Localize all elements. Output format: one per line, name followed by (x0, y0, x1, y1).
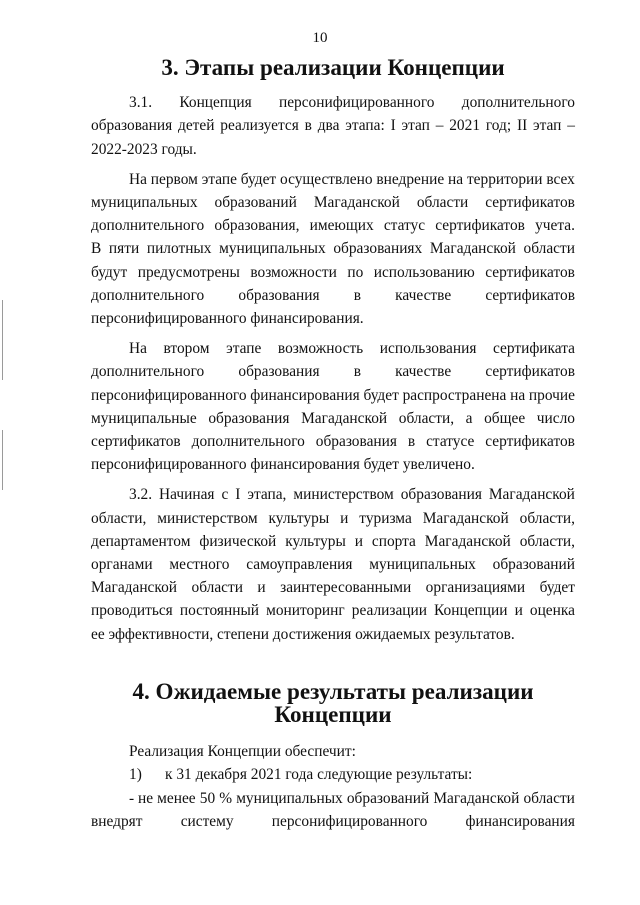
word: в (353, 363, 362, 381)
word: Магаданской (433, 789, 520, 807)
word: систему (180, 812, 234, 830)
item-number: 1) (129, 766, 142, 784)
word: Начиная (159, 486, 215, 504)
word: распространена (402, 386, 507, 404)
word: образования (91, 117, 173, 135)
word: возможность (277, 340, 364, 358)
scan-edge-mark (2, 430, 3, 490)
section-4-heading: 4. Ожидаемые результаты реализации Концепции (132, 677, 534, 728)
word: На (129, 170, 147, 188)
word: органами (91, 556, 153, 574)
word: а (465, 409, 473, 427)
page-number: 10 (312, 30, 328, 46)
text-line (91, 483, 575, 506)
word: дополнительного (91, 363, 205, 381)
word: – (435, 117, 444, 135)
word: число (536, 409, 575, 427)
word: департаментом (91, 532, 191, 550)
word: будет (240, 170, 277, 188)
word: министерством (293, 486, 394, 504)
word: год; (485, 117, 512, 135)
word: детей (178, 117, 215, 135)
word: Магаданской (429, 240, 516, 258)
word: 3.1. (129, 94, 153, 112)
word: и (257, 579, 266, 597)
result-bullet (91, 787, 575, 833)
text-line (91, 360, 575, 383)
word: сертификатов (91, 433, 181, 451)
word: министерством (157, 509, 258, 527)
word: образования (315, 433, 397, 451)
word: заинтересованными (280, 579, 412, 597)
text-line (91, 407, 575, 430)
word: области, (91, 509, 147, 527)
word: персонифицированного (271, 812, 428, 830)
word: туризма (359, 509, 412, 527)
word: и (354, 532, 363, 550)
text-line (91, 599, 575, 622)
word: образования (238, 363, 320, 381)
word: Магаданской (424, 532, 511, 550)
word: Магаданской (422, 509, 509, 527)
word: Магаданской (488, 486, 575, 504)
word: втором (163, 340, 210, 358)
word: сертификатов (485, 433, 575, 451)
word: первом (150, 170, 198, 188)
word: области (191, 579, 243, 597)
word: дополнительного (91, 286, 205, 304)
word: реализации (351, 602, 427, 620)
word: самоуправления (246, 556, 353, 574)
word: образованиях (333, 240, 423, 258)
word: муниципальных (369, 556, 476, 574)
word: муниципальные (91, 409, 197, 427)
text-line (91, 214, 575, 237)
text-line (91, 307, 575, 330)
word: области (523, 240, 575, 258)
text-line (91, 530, 575, 553)
paragraph (91, 337, 575, 476)
word: муниципальных (219, 240, 326, 258)
text-line (91, 237, 575, 260)
paragraph (91, 483, 575, 645)
word: муниципальных (91, 194, 198, 212)
word: культуры (285, 532, 346, 550)
word: дополнительного (461, 94, 575, 112)
word: образований (346, 789, 430, 807)
word: физической (199, 532, 277, 550)
text-line (91, 810, 575, 833)
word: Магаданской (91, 579, 178, 597)
word: этапа, (247, 486, 287, 504)
word: Концепции (434, 602, 508, 620)
word: персонифицированного финансирования. (91, 310, 364, 328)
word: образования (208, 409, 290, 427)
word: в (353, 286, 362, 304)
word: с (221, 486, 229, 504)
word: сертификата (493, 340, 575, 358)
word: - не (129, 789, 154, 807)
word: на (510, 386, 526, 404)
text-line (91, 787, 575, 810)
word: образований (492, 556, 575, 574)
results-item-1 (91, 763, 575, 786)
text-line (91, 191, 575, 214)
text-line (91, 138, 575, 161)
word: Магаданской (313, 194, 400, 212)
word: учета. (535, 217, 575, 235)
word: пяти (108, 240, 140, 258)
word: на (448, 170, 464, 188)
word: образования (400, 486, 482, 504)
word: % (219, 789, 233, 807)
word: в (407, 433, 416, 451)
text-line (91, 576, 575, 599)
word: и (340, 509, 349, 527)
word: финансирования (250, 386, 360, 404)
word: по (347, 263, 364, 281)
word: будут (91, 263, 128, 281)
word: постоянный (179, 602, 260, 620)
word: области, (519, 532, 575, 550)
item-text: к 31 декабря 2021 года следующие результаты: (165, 766, 473, 784)
section-3-body (91, 91, 575, 646)
text-line (91, 430, 575, 453)
word: I (235, 486, 241, 504)
word: 50 (199, 789, 216, 807)
word: этапе (226, 340, 262, 358)
word: менее (157, 789, 196, 807)
word: финансирования (465, 812, 575, 830)
word: внедрят (91, 812, 143, 830)
word: этап (533, 117, 562, 135)
word: этапе (201, 170, 237, 188)
word: возможности (250, 263, 337, 281)
text-line (91, 168, 575, 191)
word: статус (383, 217, 426, 235)
text-line (91, 507, 575, 530)
word: культуры (268, 509, 330, 527)
word: оценка (529, 602, 575, 620)
word: II (516, 117, 528, 135)
word: имеющих (309, 217, 374, 235)
word: муниципальных (236, 789, 343, 807)
word: области (416, 194, 469, 212)
word: Концепция (179, 94, 252, 112)
word: области (523, 789, 575, 807)
word: внедрение (376, 170, 445, 188)
paragraph (91, 91, 575, 161)
text-line (91, 553, 575, 576)
word: этап (401, 117, 430, 135)
word: области, (519, 509, 575, 527)
section-4-body (91, 740, 575, 833)
text-line (91, 114, 575, 137)
word: 3.2. (129, 486, 153, 504)
word: образования (238, 286, 320, 304)
word: 2021 (449, 117, 481, 135)
word: предусмотрены (137, 263, 240, 281)
word: I (390, 117, 396, 135)
intro-text: Реализация Концепции обеспечит: (129, 743, 356, 761)
word: персонифицированного финансирования будет увеличено. (91, 456, 475, 474)
word: и (514, 602, 523, 620)
word: персонифицированного (91, 386, 247, 404)
word: статусе (426, 433, 475, 451)
word: реализуется (220, 117, 299, 135)
word: образований (214, 194, 297, 212)
word: качестве (395, 363, 452, 381)
word: качестве (395, 286, 452, 304)
text-line (91, 91, 575, 114)
word: два (317, 117, 340, 135)
word: спорта (371, 532, 416, 550)
word: этапа: (345, 117, 385, 135)
word: в (304, 117, 312, 135)
word: будет (539, 579, 575, 597)
word: всех (546, 170, 575, 188)
word: использованию (373, 263, 475, 281)
word: мониторинг (266, 602, 345, 620)
word: прочие (528, 386, 575, 404)
text-line (91, 284, 575, 307)
section-4-intro (91, 740, 575, 763)
word: использования (379, 340, 477, 358)
word: пилотных (146, 240, 212, 258)
word: дополнительного (191, 433, 305, 451)
word: сертификатов (435, 217, 525, 235)
text-line (91, 337, 575, 360)
word: На (129, 340, 147, 358)
word: сертификатов (485, 194, 575, 212)
word: сертификатов (485, 263, 575, 281)
text-line (91, 623, 575, 646)
paragraph (91, 168, 575, 330)
word: – (567, 117, 575, 135)
word: ее эффективности, степени достижения ожидаемых результатов. (91, 625, 515, 643)
text-line (91, 453, 575, 476)
word: организациями (425, 579, 526, 597)
word: осуществлено (279, 170, 373, 188)
word: проводиться (91, 602, 173, 620)
word: Магаданской (301, 409, 388, 427)
word: дополнительного (91, 217, 205, 235)
word: общее (484, 409, 526, 427)
word: местного (169, 556, 230, 574)
section-3-heading: 3. Этапы реализации Концепции (161, 54, 505, 80)
text-line (91, 261, 575, 284)
word: персонифицированного (278, 94, 435, 112)
word: 2022-2023 годы. (91, 140, 197, 158)
word: сертификатов (485, 286, 575, 304)
word: сертификатов (485, 363, 575, 381)
word: В (91, 240, 102, 258)
word: будет (363, 386, 399, 404)
word: территории (466, 170, 543, 188)
text-line (91, 384, 575, 407)
document-body (91, 56, 575, 840)
word: образования, (214, 217, 300, 235)
scan-edge-mark (2, 300, 3, 380)
word: области, (398, 409, 455, 427)
